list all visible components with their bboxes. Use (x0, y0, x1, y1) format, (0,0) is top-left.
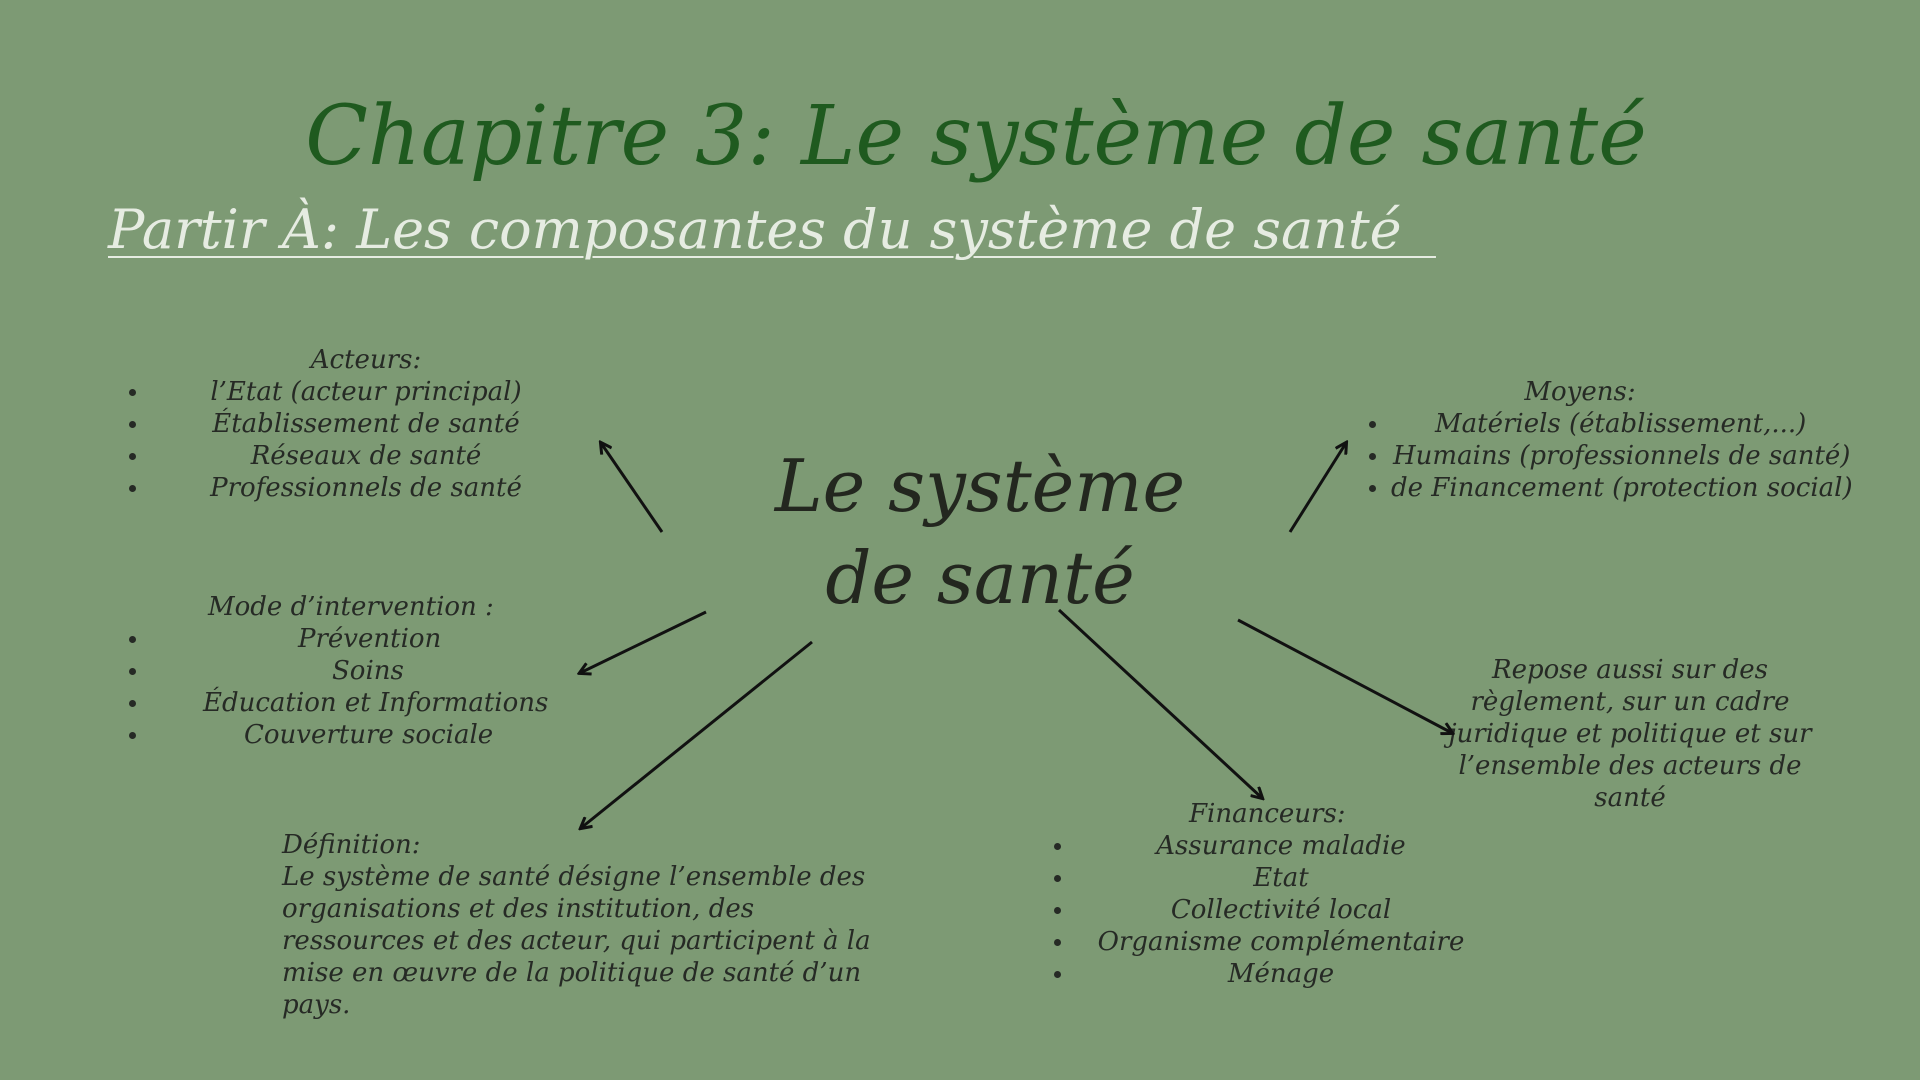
arrow-to-financeurs (1059, 610, 1262, 798)
definition-heading: Définition: (282, 830, 421, 860)
arrow-to-repose (1238, 620, 1452, 733)
repose-block: Repose aussi sur des règlement, sur un cadre juridique et politique et sur l’ensemble des acteurs de santé (1448, 655, 1812, 813)
list-item: Organisme complémentaire (1051, 926, 1511, 958)
list-item: l’Etat (acteur principal) (126, 376, 606, 408)
list-item: Etat (1051, 862, 1511, 894)
list-item: Établissement de santé (126, 408, 606, 440)
arrow-to-moyens (1290, 443, 1346, 532)
moyens-heading: Moyens: (1524, 377, 1636, 407)
list-item: Couverture sociale (126, 719, 606, 751)
list-item: Collectivité local (1051, 894, 1511, 926)
center-node: Le système de santé (774, 444, 1186, 620)
list-item: Ménage (1051, 958, 1511, 990)
list-item: de Financement (protection social) (1365, 472, 1835, 504)
arrow-to-acteurs (601, 443, 662, 532)
arrow-to-definition (581, 642, 812, 828)
section-subtitle: Partir À: Les composantes du système de santé (108, 198, 1436, 261)
financeurs-heading: Financeurs: (1189, 799, 1346, 829)
acteurs-heading: Acteurs: (310, 345, 422, 375)
list-item: Humains (professionnels de santé) (1365, 440, 1835, 472)
list-item: Réseaux de santé (126, 440, 606, 472)
arrow-to-mode-intervention (580, 612, 706, 673)
list-item: Soins (126, 655, 606, 687)
mode-intervention-heading: Mode d’intervention : (208, 592, 494, 622)
list-item: Prévention (126, 623, 606, 655)
list-item: Assurance maladie (1051, 830, 1511, 862)
list-item: Éducation et Informations (126, 687, 606, 719)
definition-text: Le système de santé désigne l’ensemble des organisations et des institution, des ressources et des acteur, qui participent à la mise en œuvre de la politique de santé d’un pays. (282, 862, 871, 1020)
list-item: Professionnels de santé (126, 472, 606, 504)
list-item: Matériels (établissement,...) (1365, 408, 1835, 440)
page-title: Chapitre 3: Le système de santé (305, 89, 1647, 184)
